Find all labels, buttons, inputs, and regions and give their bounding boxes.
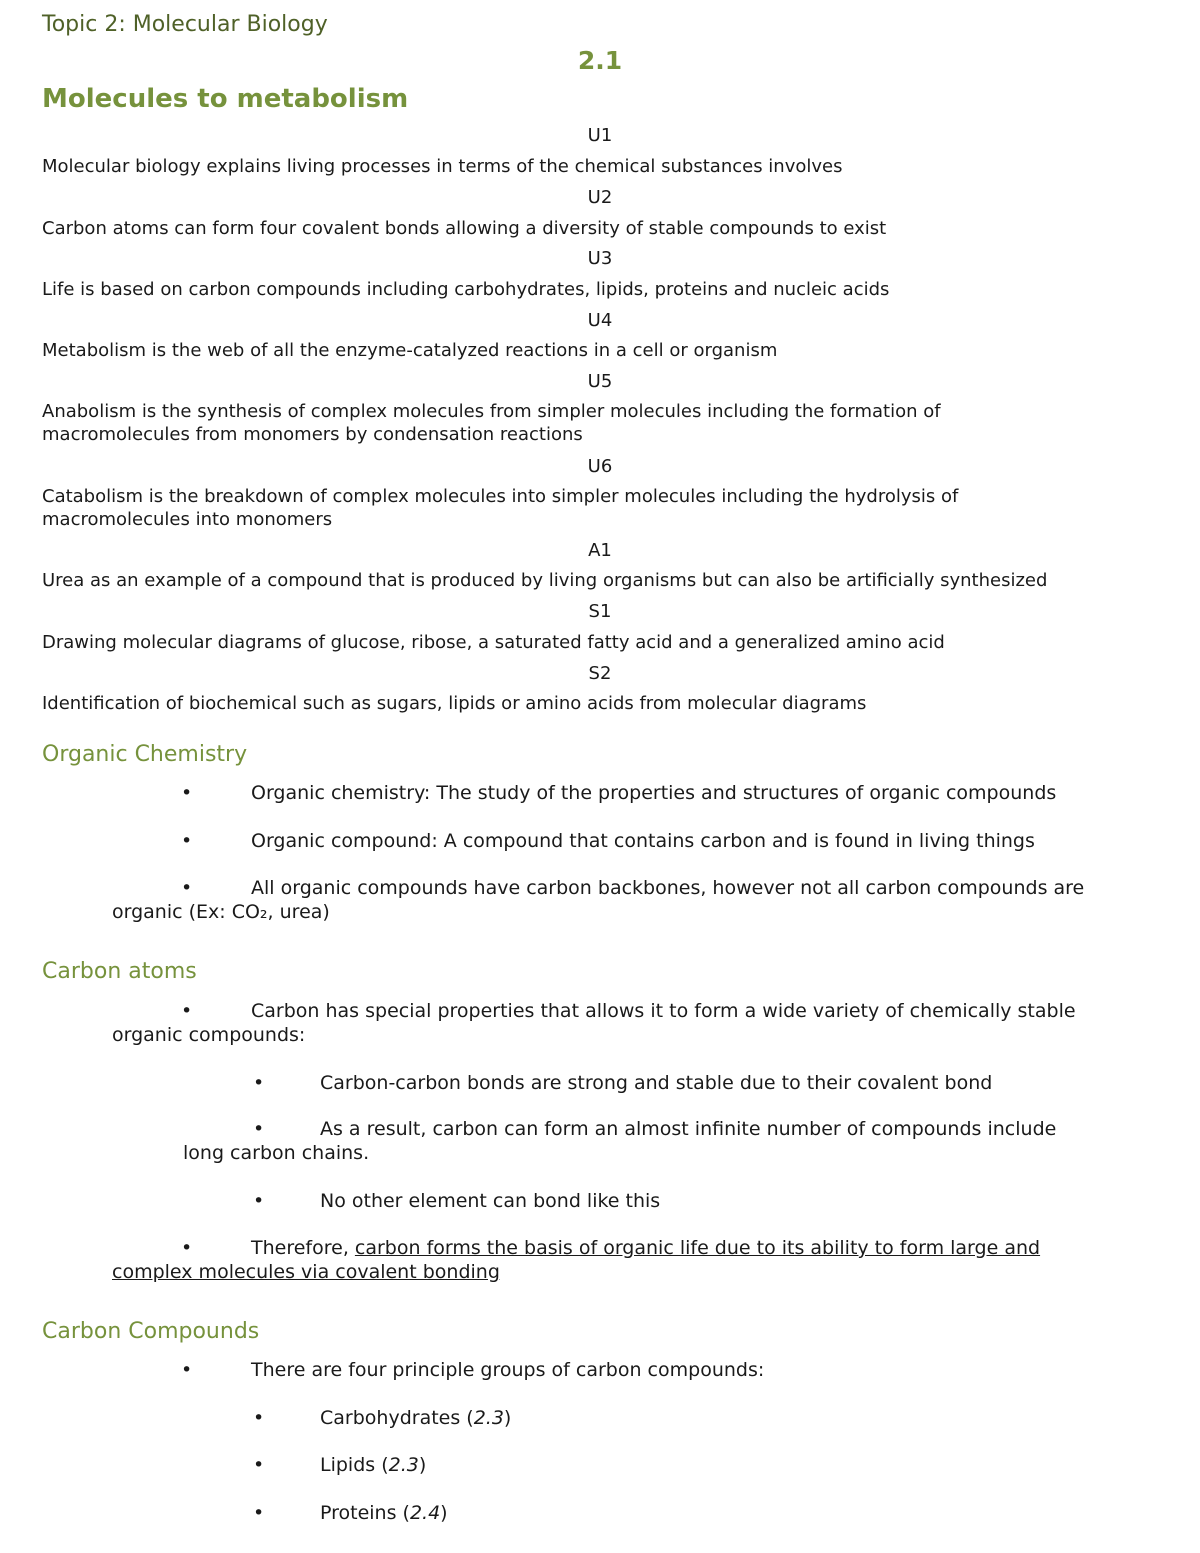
- standard-text-u3: Life is based on carbon compounds including carbohydrates, lipids, proteins and nucleic acids: [42, 279, 890, 300]
- standard-code-u4: U4: [587, 310, 613, 331]
- bullet-text: Carbon-carbon bonds are strong and stable due to their covalent bond: [320, 1072, 993, 1094]
- bullet-icon: •: [253, 1190, 265, 1212]
- bullet-text: No other element can bond like this: [320, 1190, 661, 1212]
- bullet-icon: •: [253, 1407, 265, 1429]
- bullet-text: [320, 1501, 448, 1525]
- bullet-icon: •: [253, 1454, 265, 1476]
- standard-code-s2: S2: [588, 663, 612, 684]
- standard-text-a1: Urea as an example of a compound that is produced by living organisms but can also be artificially synthesized: [42, 570, 1048, 591]
- bullet-text: All organic compounds have carbon backbones, however not all carbon compounds are: [251, 877, 1085, 899]
- bullet-icon: •: [253, 1502, 265, 1524]
- bullet-icon: •: [253, 1072, 265, 1094]
- standard-text-s2: Identification of biochemical such as sugars, lipids or amino acids from molecular diagrams: [42, 693, 867, 714]
- bullet-icon: •: [181, 1237, 193, 1259]
- bullet-text-continued: organic (Ex: CO₂, urea): [112, 901, 330, 923]
- compound-name: Proteins (: [320, 1502, 410, 1524]
- standard-text-u5: Anabolism is the synthesis of complex molecules from simpler molecules including the formation of: [42, 401, 941, 422]
- close-paren: ): [503, 1407, 512, 1429]
- section-number: 2.1: [577, 46, 623, 75]
- therefore-prefix: Therefore,: [251, 1237, 355, 1259]
- bullet-text-continued: organic compounds:: [112, 1024, 306, 1046]
- close-paren: ): [418, 1454, 427, 1476]
- bullet-text: [251, 1236, 1040, 1260]
- standard-code-a1: A1: [588, 540, 612, 561]
- standard-text-u6-cont: macromolecules into monomers: [42, 509, 333, 530]
- bullet-text: There are four principle groups of carbon compounds:: [251, 1359, 765, 1381]
- compound-name: Carbohydrates (: [320, 1407, 474, 1429]
- key-statement-underlined: carbon forms the basis of organic life due to its ability to form large and: [354, 1237, 1041, 1259]
- standard-code-u2: U2: [587, 187, 613, 208]
- standard-code-u6: U6: [587, 456, 613, 477]
- standard-text-u1: Molecular biology explains living processes in terms of the chemical substances involves: [42, 156, 843, 177]
- bullet-icon: •: [181, 1359, 193, 1381]
- section-reference: 2.3: [473, 1407, 504, 1429]
- bullet-icon: •: [181, 877, 193, 899]
- standard-code-u5: U5: [587, 371, 613, 392]
- standard-text-u6: Catabolism is the breakdown of complex molecules into simpler molecules including the hydrolysis of: [42, 486, 959, 507]
- bullet-text-continued: long carbon chains.: [183, 1142, 370, 1164]
- organic-chemistry-heading: Organic Chemistry: [42, 742, 248, 767]
- standard-code-s1: S1: [588, 601, 612, 622]
- section-title: Molecules to metabolism: [42, 84, 409, 114]
- standard-text-u4: Metabolism is the web of all the enzyme-catalyzed reactions in a cell or organism: [42, 340, 778, 361]
- carbon-atoms-heading: Carbon atoms: [42, 959, 197, 984]
- bullet-text: Carbon has special properties that allows it to form a wide variety of chemically stable: [251, 1000, 1076, 1022]
- close-paren: ): [440, 1502, 448, 1524]
- key-statement-continued: complex molecules via covalent bonding: [112, 1261, 500, 1283]
- compound-name: Lipids (: [320, 1454, 389, 1476]
- standard-code-u1: U1: [587, 125, 613, 146]
- standard-text-u5-cont: macromolecules from monomers by condensation reactions: [42, 424, 583, 445]
- section-reference: 2.3: [388, 1454, 419, 1476]
- bullet-icon: •: [253, 1118, 265, 1140]
- standard-text-u2: Carbon atoms can form four covalent bonds allowing a diversity of stable compounds to exist: [42, 218, 887, 239]
- bullet-text: [320, 1453, 426, 1477]
- bullet-text: [320, 1406, 511, 1430]
- bullet-text: As a result, carbon can form an almost infinite number of compounds include: [320, 1118, 1057, 1140]
- section-reference: 2.4: [409, 1502, 441, 1524]
- bullet-icon: •: [181, 830, 193, 852]
- topic-heading: Topic 2: Molecular Biology: [42, 12, 328, 37]
- bullet-text: Organic compound: A compound that contains carbon and is found in living things: [251, 830, 1035, 852]
- standard-code-u3: U3: [587, 248, 613, 269]
- standard-text-s1: Drawing molecular diagrams of glucose, ribose, a saturated fatty acid and a generalized amino acid: [42, 632, 945, 653]
- bullet-icon: •: [181, 1000, 193, 1022]
- bullet-icon: •: [181, 782, 193, 804]
- carbon-compounds-heading: Carbon Compounds: [42, 1319, 260, 1344]
- bullet-text: Organic chemistry: The study of the properties and structures of organic compounds: [251, 782, 1057, 804]
